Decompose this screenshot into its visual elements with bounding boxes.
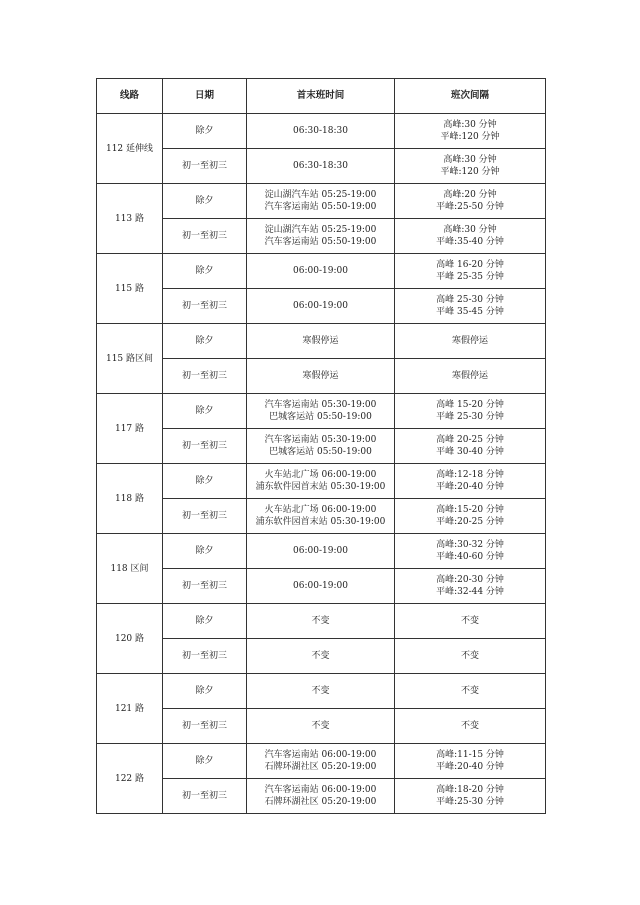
table-row	[97, 464, 546, 499]
interval-cell	[395, 499, 546, 534]
header-date: 日期	[163, 79, 247, 114]
interval-line: 高峰:20 分钟	[443, 190, 497, 200]
interval-line: 高峰:20-30 分钟	[436, 575, 504, 585]
time-line: 06:00-19:00	[293, 546, 348, 556]
route-name-cell: 118 区间	[97, 534, 163, 604]
interval-line: 高峰 16-20 分钟	[436, 260, 504, 270]
time-cell	[247, 184, 395, 219]
time-line: 巴城客运站 05:50-19:00	[269, 412, 372, 422]
interval-line: 高峰:30 分钟	[443, 120, 497, 130]
time-line: 寒假停运	[302, 371, 339, 381]
header-first-last-time: 首末班时间	[247, 79, 395, 114]
date-cell: 初一至初三	[163, 639, 247, 674]
interval-cell	[395, 604, 546, 639]
date-cell: 初一至初三	[163, 709, 247, 744]
interval-line: 平峰:20-25 分钟	[436, 517, 504, 527]
table-row	[97, 149, 546, 184]
interval-line: 平峰:32-44 分钟	[436, 587, 504, 597]
interval-cell	[395, 219, 546, 254]
time-cell	[247, 709, 395, 744]
time-line: 寒假停运	[302, 336, 339, 346]
time-line: 火车站北广场 06:00-19:00	[264, 470, 377, 480]
time-line: 石牌环湖社区 05:20-19:00	[264, 762, 377, 772]
interval-cell	[395, 744, 546, 779]
interval-line: 高峰:30-32 分钟	[436, 540, 504, 550]
interval-line: 平峰:120 分钟	[440, 167, 500, 177]
date-cell: 初一至初三	[163, 429, 247, 464]
date-cell: 除夕	[163, 394, 247, 429]
interval-cell	[395, 429, 546, 464]
interval-line: 高峰:30 分钟	[443, 155, 497, 165]
time-line: 汽车客运南站 05:30-19:00	[264, 435, 377, 445]
interval-line: 平峰 30-40 分钟	[436, 447, 504, 457]
route-name-cell: 117 路	[97, 394, 163, 464]
interval-line: 平峰:120 分钟	[440, 132, 500, 142]
time-cell	[247, 114, 395, 149]
table-row	[97, 674, 546, 709]
table-row	[97, 359, 546, 394]
interval-cell	[395, 779, 546, 814]
interval-line: 不变	[460, 686, 479, 696]
date-cell: 除夕	[163, 114, 247, 149]
table-header-row	[97, 79, 546, 114]
interval-cell	[395, 639, 546, 674]
interval-line: 高峰:15-20 分钟	[436, 505, 504, 515]
route-name-cell: 115 路区间	[97, 324, 163, 394]
interval-line: 高峰 25-30 分钟	[436, 295, 504, 305]
interval-line: 平峰:20-40 分钟	[436, 762, 504, 772]
time-line: 汽车客运南站 05:50-19:00	[264, 237, 377, 247]
time-cell	[247, 674, 395, 709]
interval-cell	[395, 534, 546, 569]
table-row	[97, 709, 546, 744]
interval-line: 高峰:12-18 分钟	[436, 470, 504, 480]
date-cell: 除夕	[163, 254, 247, 289]
date-cell: 除夕	[163, 464, 247, 499]
interval-line: 平峰:20-40 分钟	[436, 482, 504, 492]
date-cell: 初一至初三	[163, 499, 247, 534]
interval-cell	[395, 569, 546, 604]
table-body	[97, 114, 546, 814]
time-cell	[247, 639, 395, 674]
table-row	[97, 394, 546, 429]
interval-cell	[395, 184, 546, 219]
date-cell: 初一至初三	[163, 289, 247, 324]
header-interval: 班次间隔	[395, 79, 546, 114]
route-name-cell: 122 路	[97, 744, 163, 814]
route-name-cell: 120 路	[97, 604, 163, 674]
interval-line: 平峰:35-40 分钟	[436, 237, 504, 247]
time-line: 汽车客运南站 06:00-19:00	[264, 785, 377, 795]
interval-cell	[395, 324, 546, 359]
time-cell	[247, 779, 395, 814]
date-cell: 初一至初三	[163, 219, 247, 254]
interval-line: 平峰 25-30 分钟	[436, 412, 504, 422]
time-line: 石牌环湖社区 05:20-19:00	[264, 797, 377, 807]
time-line: 06:30-18:30	[293, 161, 348, 171]
table-row	[97, 324, 546, 359]
interval-line: 寒假停运	[451, 336, 488, 346]
date-cell: 除夕	[163, 674, 247, 709]
time-line: 汽车客运南站 05:50-19:00	[264, 202, 377, 212]
table-row	[97, 429, 546, 464]
time-line: 汽车客运南站 06:00-19:00	[264, 750, 377, 760]
interval-line: 不变	[460, 651, 479, 661]
interval-line: 高峰:18-20 分钟	[436, 785, 504, 795]
time-line: 不变	[311, 651, 330, 661]
interval-cell	[395, 359, 546, 394]
interval-line: 平峰 35-45 分钟	[436, 307, 504, 317]
time-cell	[247, 464, 395, 499]
bus-schedule-table	[96, 78, 546, 814]
table-row	[97, 639, 546, 674]
table-row	[97, 569, 546, 604]
date-cell: 除夕	[163, 324, 247, 359]
table-row	[97, 289, 546, 324]
route-name-cell: 115 路	[97, 254, 163, 324]
date-cell: 除夕	[163, 604, 247, 639]
date-cell: 除夕	[163, 744, 247, 779]
date-cell: 除夕	[163, 534, 247, 569]
interval-cell	[395, 709, 546, 744]
table-row	[97, 534, 546, 569]
interval-line: 高峰:30 分钟	[443, 225, 497, 235]
interval-line: 高峰 20-25 分钟	[436, 435, 504, 445]
time-line: 淀山湖汽车站 05:25-19:00	[264, 225, 377, 235]
route-name-cell: 121 路	[97, 674, 163, 744]
table-row	[97, 219, 546, 254]
time-cell	[247, 499, 395, 534]
route-name-cell: 112 延伸线	[97, 114, 163, 184]
time-cell	[247, 394, 395, 429]
table-row	[97, 604, 546, 639]
date-cell: 初一至初三	[163, 149, 247, 184]
time-line: 06:00-19:00	[293, 301, 348, 311]
time-line: 不变	[311, 616, 330, 626]
date-cell: 除夕	[163, 184, 247, 219]
time-cell	[247, 569, 395, 604]
date-cell: 初一至初三	[163, 569, 247, 604]
time-cell	[247, 744, 395, 779]
time-cell	[247, 324, 395, 359]
header-line: 线路	[97, 79, 163, 114]
time-line: 06:00-19:00	[293, 581, 348, 591]
time-line: 06:30-18:30	[293, 126, 348, 136]
time-cell	[247, 219, 395, 254]
interval-line: 寒假停运	[451, 371, 488, 381]
time-line: 火车站北广场 06:00-19:00	[264, 505, 377, 515]
time-line: 06:00-19:00	[293, 266, 348, 276]
time-line: 不变	[311, 686, 330, 696]
time-line: 汽车客运南站 05:30-19:00	[264, 400, 377, 410]
interval-line: 平峰:25-50 分钟	[436, 202, 504, 212]
interval-line: 不变	[460, 721, 479, 731]
interval-cell	[395, 149, 546, 184]
time-line: 浦东软件园首末站 05:30-19:00	[255, 482, 386, 492]
interval-line: 高峰:11-15 分钟	[436, 750, 504, 760]
date-cell: 初一至初三	[163, 359, 247, 394]
interval-cell	[395, 254, 546, 289]
interval-cell	[395, 114, 546, 149]
time-cell	[247, 429, 395, 464]
interval-line: 不变	[460, 616, 479, 626]
time-cell	[247, 534, 395, 569]
table-row	[97, 114, 546, 149]
table-row	[97, 779, 546, 814]
route-name-cell: 118 路	[97, 464, 163, 534]
interval-line: 高峰 15-20 分钟	[436, 400, 504, 410]
interval-cell	[395, 394, 546, 429]
interval-line: 平峰 25-35 分钟	[436, 272, 504, 282]
time-line: 浦东软件园首末站 05:30-19:00	[255, 517, 386, 527]
time-cell	[247, 604, 395, 639]
time-cell	[247, 149, 395, 184]
interval-cell	[395, 674, 546, 709]
time-cell	[247, 254, 395, 289]
time-line: 淀山湖汽车站 05:25-19:00	[264, 190, 377, 200]
table-row	[97, 744, 546, 779]
time-line: 巴城客运站 05:50-19:00	[269, 447, 372, 457]
table-row	[97, 499, 546, 534]
date-cell: 初一至初三	[163, 779, 247, 814]
table-row	[97, 254, 546, 289]
interval-line: 平峰:25-30 分钟	[436, 797, 504, 807]
interval-cell	[395, 289, 546, 324]
time-line: 不变	[311, 721, 330, 731]
time-cell	[247, 289, 395, 324]
route-name-cell: 113 路	[97, 184, 163, 254]
table-row	[97, 184, 546, 219]
interval-cell	[395, 464, 546, 499]
time-cell	[247, 359, 395, 394]
interval-line: 平峰:40-60 分钟	[436, 552, 504, 562]
